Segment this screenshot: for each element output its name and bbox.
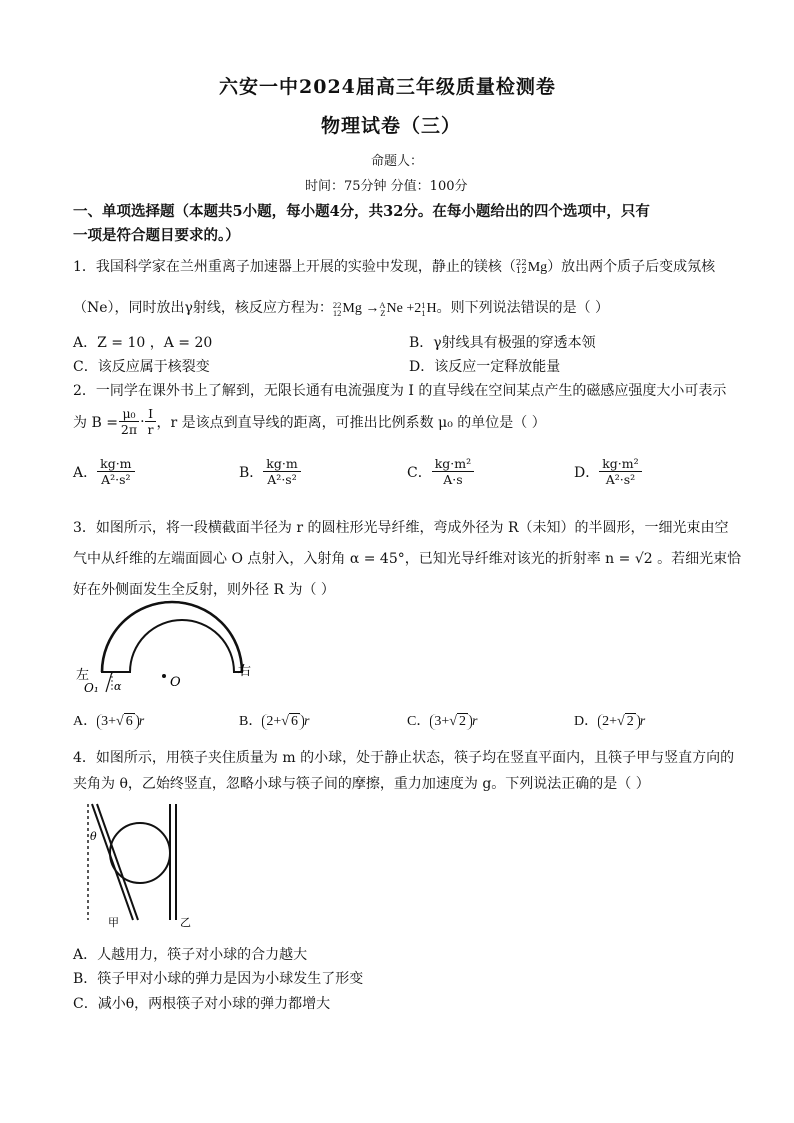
- q3-option-b[interactable]: [239, 710, 309, 730]
- q1-nuclide-charge: 12: [515, 266, 527, 276]
- q4-line2: 夹角为 θ，乙始终竖直，忽略小球与筷子间的摩擦，重力加速度为 g。下列说法正确的是（ ）: [73, 776, 650, 792]
- q3-fig-left-label: 左: [76, 668, 90, 683]
- q3-option-b-b: 6: [290, 714, 298, 729]
- q3-fig-alpha-label: α: [114, 680, 122, 693]
- q1-line2: [73, 297, 609, 317]
- section-heading-line1: 一、单项选择题（本题共5小题，每小题4分，共32分。在每小题给出的四个选项中，只有: [73, 203, 650, 220]
- q2-option-a-label: A．: [73, 464, 98, 481]
- q1-option-b[interactable]: B．γ射线具有极强的穿透本领: [409, 335, 596, 351]
- q3-option-d-label: D．: [574, 714, 599, 729]
- q3-incident-ray: [106, 672, 112, 692]
- q2-option-d-den: A²·s²: [605, 472, 636, 487]
- q3-option-c-a: 3: [434, 714, 442, 729]
- eq-ne-charge: Z: [380, 307, 386, 318]
- q1-equation: [333, 301, 437, 316]
- q3-option-a-a: 3: [101, 714, 109, 729]
- eq-h-charge: 1: [421, 307, 426, 318]
- q4-option-b[interactable]: B．筷子甲对小球的弹力是因为小球发生了形变: [73, 971, 364, 987]
- q2-option-a-num: kg·m: [97, 456, 134, 472]
- q2-option-a[interactable]: [73, 456, 135, 487]
- q3-option-a-expr: 3+√ 6: [97, 714, 139, 730]
- eq-mg: Mg: [342, 301, 362, 316]
- time-score: 时间：75分钟 分值：100分: [305, 179, 468, 194]
- q3-line1: 3．如图所示，将一段横截面半径为 r 的圆柱形光导纤维，弯成外径为 R（未知）的半圆形，一细光束由空: [73, 520, 729, 536]
- q3-option-b-r: r: [303, 714, 310, 729]
- q1-nuclide-mass: 22: [515, 258, 527, 268]
- q2-option-b-label: B．: [239, 464, 264, 481]
- eq-ne-mass: A: [379, 299, 386, 310]
- q4-option-c[interactable]: C．减小θ，两根筷子对小球的弹力都增大: [73, 996, 331, 1012]
- q3-option-b-label: B．: [239, 714, 263, 729]
- q2-option-c-frac: [432, 456, 474, 487]
- q3-option-a-label: A．: [73, 714, 98, 729]
- q3-option-a-r: r: [138, 714, 145, 729]
- q2-line1: 2．一同学在课外书上了解到，无限长通有电流强度为 I 的直导线在空间某点产生的磁感应强度大小可表示: [73, 383, 727, 399]
- q3-option-a[interactable]: [73, 710, 144, 730]
- q3-fiber-outline: [102, 602, 242, 672]
- q4-fig-theta-label: θ: [90, 830, 97, 843]
- eq-ne: Ne: [386, 301, 403, 316]
- q4-chopstick-jia-right: [97, 804, 138, 920]
- q2-fraction-i: [145, 406, 157, 437]
- q1-text-b: ）放出两个质子后变成氖核: [547, 259, 716, 275]
- q2-f1-den: 2π: [120, 422, 138, 437]
- q3-option-d-a: 2: [602, 714, 610, 729]
- q1-text-a: 1．我国科学家在兰州重离子加速器上开展的实验中发现，静止的镁核（: [73, 259, 516, 275]
- exam-title: 六安一中2024届高三年级质量检测卷: [219, 76, 556, 98]
- q2-line2-b: ，r 是该点到直导线的距离，可推出比例系数 μ₀ 的单位是（ ）: [156, 414, 546, 431]
- q1-line2-b: 。则下列说法错误的是（ ）: [436, 300, 610, 316]
- q2-option-b[interactable]: [239, 456, 301, 487]
- q2-option-c-num: kg·m²: [432, 456, 474, 472]
- q3-fig-right-label: 右: [238, 664, 252, 679]
- q2-option-a-den: A²·s²: [101, 472, 131, 487]
- q1-line1: [73, 256, 715, 276]
- eq-mg-charge: 12: [332, 307, 342, 318]
- q3-fig-o-label: O: [170, 675, 181, 690]
- q3-option-c[interactable]: [407, 710, 477, 730]
- author-label: 命题人：: [371, 154, 424, 169]
- q2-line2: [73, 406, 546, 437]
- q1-nuclide-numbers: [516, 259, 527, 275]
- q2-option-b-frac: [263, 456, 300, 487]
- eq-h: H: [426, 301, 437, 316]
- q2-option-c-label: C．: [407, 464, 432, 481]
- q2-option-d-num: kg·m²: [599, 456, 641, 472]
- q2-dot: ·: [140, 413, 145, 430]
- section-heading-line2: 一项是符合题目要求的。）: [73, 227, 240, 244]
- q1-nuclide-symbol: Mg: [527, 260, 548, 275]
- q3-option-a-b: 6: [125, 714, 133, 729]
- q1-line2-a: （Ne），同时放出γ射线，核反应方程为：: [73, 300, 333, 316]
- q3-figure: [72, 600, 268, 695]
- eq-plus: +2: [406, 301, 422, 316]
- q1-option-d[interactable]: D．该反应一定释放能量: [409, 359, 561, 375]
- q2-option-d-label: D．: [574, 464, 600, 481]
- q2-option-a-frac: [97, 456, 134, 487]
- q3-option-d[interactable]: [574, 710, 645, 730]
- eq-mg-mass: 22: [332, 299, 342, 310]
- q3-fig-o1-label: O₁: [84, 681, 99, 695]
- q3-center-point: [162, 674, 166, 678]
- eq-h-mass: 1: [421, 299, 426, 310]
- q3-option-c-label: C．: [407, 714, 431, 729]
- q4-option-a[interactable]: A．人越用力，筷子对小球的合力越大: [73, 947, 308, 963]
- q2-option-d-frac: [599, 456, 641, 487]
- q4-ball: [110, 823, 170, 883]
- q2-f2-den: r: [147, 422, 154, 437]
- q4-fig-yi-label: 乙: [180, 916, 191, 928]
- q3-option-c-r: r: [471, 714, 478, 729]
- q3-option-c-b: 2: [458, 714, 466, 729]
- q4-line1: 4．如图所示，用筷子夹住质量为 m 的小球，处于静止状态，筷子均在竖直平面内，且筷子甲与竖直方向的: [73, 750, 735, 766]
- q2-option-c[interactable]: [407, 456, 474, 487]
- exam-subtitle: 物理试卷（三）: [321, 115, 462, 137]
- q3-option-d-b: 2: [626, 714, 634, 729]
- q3-option-d-r: r: [639, 714, 646, 729]
- q4-fig-jia-label: 甲: [108, 916, 119, 928]
- eq-arrow: →: [365, 301, 380, 316]
- q2-f1-num: μ₀: [119, 406, 138, 422]
- q2-option-b-den: A²·s²: [267, 472, 297, 487]
- q2-option-c-den: A·s: [443, 472, 463, 487]
- q3-option-d-expr: 2+√ 2: [598, 714, 640, 730]
- q2-option-d[interactable]: [574, 456, 642, 487]
- q3-line3: 好在外侧面发生全反射，则外径 R 为（ ）: [73, 582, 335, 598]
- q3-option-b-a: 2: [266, 714, 274, 729]
- q3-line2: 气中从纤维的左端面圆心 O 点射入，入射角 α = 45°，已知光导纤维对该光的折射率 n = √2 。若细光束恰: [73, 551, 742, 567]
- q2-option-b-num: kg·m: [263, 456, 300, 472]
- q4-figure: [78, 800, 203, 928]
- q2-line2-a: 为 B =: [73, 414, 118, 431]
- q3-option-b-expr: 2+√ 6: [262, 714, 304, 730]
- q3-option-c-expr: 3+√ 2: [430, 714, 472, 730]
- q1-option-a[interactable]: A．Z = 10 ，A = 20: [73, 335, 213, 351]
- q4-chopstick-jia-left: [92, 804, 133, 920]
- q1-option-c[interactable]: C．该反应属于核裂变: [73, 359, 210, 375]
- q2-fraction-mu: [118, 406, 140, 437]
- q2-f2-num: I: [145, 406, 156, 422]
